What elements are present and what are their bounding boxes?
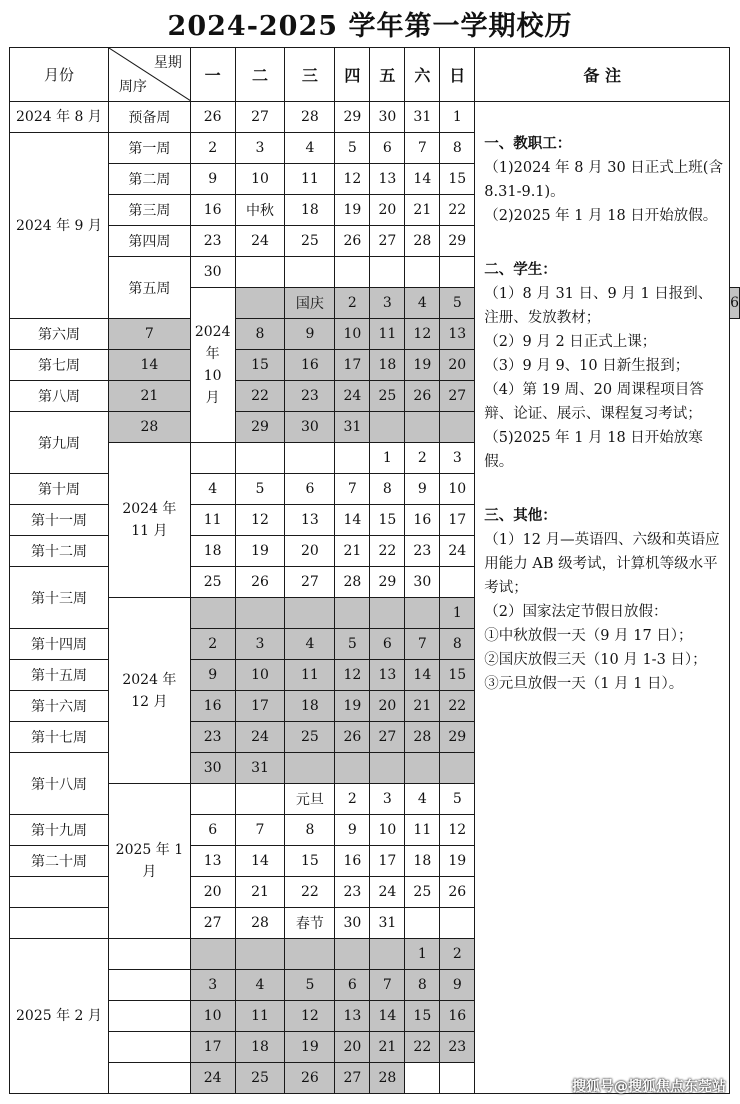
day-cell: 22 (405, 1032, 440, 1063)
day-cell: 7 (235, 815, 285, 846)
day-cell: 10 (370, 815, 405, 846)
notes-item: （1）8 月 31 日、9 月 1 日报到、注册、发放教材； (484, 286, 713, 326)
day-cell (370, 753, 405, 784)
day-cell: 20 (370, 691, 405, 722)
day-cell: 16 (440, 1001, 475, 1032)
day-cell: 12 (335, 660, 370, 691)
day-cell: 11 (370, 319, 405, 350)
day-cell: 4 (285, 629, 335, 660)
day-cell: 22 (440, 195, 475, 226)
week-cell: 第六周 (10, 319, 109, 350)
week-cell (10, 908, 109, 939)
week-cell: 第九周 (10, 412, 109, 474)
day-cell: 9 (335, 815, 370, 846)
day-cell: 29 (235, 412, 285, 443)
day-header: 一 (190, 48, 235, 102)
day-cell: 28 (285, 102, 335, 133)
day-cell: 15 (370, 505, 405, 536)
day-cell: 26 (405, 381, 440, 412)
day-cell: 5 (440, 288, 475, 319)
day-cell: 8 (370, 474, 405, 505)
day-cell: 28 (405, 226, 440, 257)
week-cell: 第十九周 (10, 815, 109, 846)
day-cell: 26 (335, 722, 370, 753)
day-cell: 28 (235, 908, 285, 939)
day-cell (440, 1063, 475, 1094)
day-cell: 国庆 (285, 288, 335, 319)
day-cell: 1 (440, 102, 475, 133)
day-cell: 23 (190, 722, 235, 753)
day-header: 五 (370, 48, 405, 102)
day-cell (405, 412, 440, 443)
week-cell: 第一周 (108, 133, 190, 164)
day-header: 三 (285, 48, 335, 102)
day-cell (405, 908, 440, 939)
day-cell: 9 (190, 660, 235, 691)
day-cell: 21 (405, 691, 440, 722)
notes-item: （2）9 月 2 日正式上课； (484, 334, 657, 350)
notes-cell (475, 102, 730, 1094)
day-cell (235, 288, 285, 319)
day-cell: 21 (235, 877, 285, 908)
day-cell (285, 443, 335, 474)
day-cell: 21 (405, 195, 440, 226)
day-cell: 11 (190, 505, 235, 536)
day-cell: 16 (285, 350, 335, 381)
day-header: 六 (405, 48, 440, 102)
day-cell: 12 (405, 319, 440, 350)
day-cell: 6 (370, 133, 405, 164)
day-cell: 1 (370, 443, 405, 474)
day-cell: 18 (285, 195, 335, 226)
day-cell: 春节 (285, 908, 335, 939)
day-cell: 22 (370, 536, 405, 567)
day-cell: 7 (405, 133, 440, 164)
day-cell: 4 (285, 133, 335, 164)
day-cell: 12 (235, 505, 285, 536)
day-cell: 3 (235, 133, 285, 164)
month-cell: 2025 年 1 月 (108, 784, 190, 939)
day-cell (335, 939, 370, 970)
week-cell: 第八周 (10, 381, 109, 412)
day-cell: 24 (440, 536, 475, 567)
day-cell: 26 (440, 877, 475, 908)
day-cell: 28 (405, 722, 440, 753)
day-cell (370, 939, 405, 970)
day-cell (190, 939, 235, 970)
day-cell: 2 (405, 443, 440, 474)
day-cell: 13 (440, 319, 475, 350)
day-cell: 13 (285, 505, 335, 536)
notes-item: ③元旦放假一天（1 月 1 日）。 (484, 676, 684, 692)
day-cell (440, 753, 475, 784)
day-cell: 30 (285, 412, 335, 443)
day-cell: 8 (285, 815, 335, 846)
day-cell: 14 (108, 350, 190, 381)
notes-column-header: 备 注 (475, 48, 730, 102)
day-cell (335, 257, 370, 288)
week-cell: 第四周 (108, 226, 190, 257)
day-cell: 24 (235, 226, 285, 257)
day-cell: 10 (235, 164, 285, 195)
day-cell (370, 257, 405, 288)
day-cell: 14 (335, 505, 370, 536)
week-cell: 第五周 (108, 257, 190, 319)
day-cell: 7 (370, 970, 405, 1001)
day-cell: 25 (370, 381, 405, 412)
day-cell: 27 (370, 722, 405, 753)
day-cell: 6 (285, 474, 335, 505)
day-cell: 9 (285, 319, 335, 350)
day-cell: 12 (285, 1001, 335, 1032)
day-cell: 6 (335, 970, 370, 1001)
day-cell: 4 (235, 970, 285, 1001)
day-cell: 2 (440, 939, 475, 970)
day-cell: 26 (190, 102, 235, 133)
day-cell: 14 (370, 1001, 405, 1032)
day-cell: 8 (235, 319, 285, 350)
month-cell: 2024 年 12 月 (108, 598, 190, 784)
day-cell: 27 (440, 381, 475, 412)
week-cell: 第十周 (10, 474, 109, 505)
day-cell (405, 257, 440, 288)
diagonal-header (108, 48, 190, 102)
watermark: 搜狐号@搜狐焦点东莞站 (572, 1079, 726, 1095)
day-cell: 3 (190, 970, 235, 1001)
day-cell: 25 (405, 877, 440, 908)
day-cell: 5 (285, 970, 335, 1001)
day-cell: 4 (190, 474, 235, 505)
day-header: 四 (335, 48, 370, 102)
day-cell: 5 (235, 474, 285, 505)
day-cell: 19 (285, 1032, 335, 1063)
day-cell: 24 (190, 1063, 235, 1094)
notes-item: （4）第 19 周、20 周课程项目答辩、论证、展示、课程复习考试； (484, 382, 704, 422)
day-cell (235, 443, 285, 474)
day-cell: 25 (285, 722, 335, 753)
day-cell: 7 (108, 319, 190, 350)
day-cell: 29 (440, 226, 475, 257)
day-cell: 31 (370, 908, 405, 939)
day-cell: 12 (440, 815, 475, 846)
day-cell (440, 908, 475, 939)
day-cell: 27 (335, 1063, 370, 1094)
calendar-row (10, 102, 740, 133)
day-cell: 13 (335, 1001, 370, 1032)
day-cell: 24 (335, 381, 370, 412)
day-cell (190, 443, 235, 474)
day-cell: 10 (190, 1001, 235, 1032)
notes-item: ②国庆放假三天（10 月 1-3 日）； (484, 652, 707, 668)
day-cell: 18 (405, 846, 440, 877)
day-cell: 23 (440, 1032, 475, 1063)
day-cell: 16 (190, 691, 235, 722)
day-cell: 19 (440, 846, 475, 877)
week-cell (108, 939, 190, 970)
month-cell: 2024 年 9 月 (10, 133, 109, 319)
day-cell: 17 (370, 846, 405, 877)
day-cell: 11 (405, 815, 440, 846)
day-cell (285, 257, 335, 288)
day-cell (190, 598, 235, 629)
day-cell: 11 (285, 164, 335, 195)
day-cell: 17 (235, 691, 285, 722)
week-cell (108, 1063, 190, 1094)
day-cell: 10 (335, 319, 370, 350)
week-cell: 第十一周 (10, 505, 109, 536)
day-cell (335, 753, 370, 784)
day-cell (190, 784, 235, 815)
day-cell: 27 (235, 102, 285, 133)
day-cell: 30 (335, 908, 370, 939)
day-header: 二 (235, 48, 285, 102)
week-cell: 第七周 (10, 350, 109, 381)
day-cell: 23 (190, 226, 235, 257)
day-cell: 30 (190, 257, 235, 288)
day-cell (440, 412, 475, 443)
day-cell: 21 (335, 536, 370, 567)
day-cell (335, 443, 370, 474)
day-cell: 28 (335, 567, 370, 598)
week-cell: 第二十周 (10, 846, 109, 877)
day-cell: 30 (370, 102, 405, 133)
day-cell: 15 (440, 164, 475, 195)
week-cell (108, 1001, 190, 1032)
day-cell (235, 939, 285, 970)
day-cell: 8 (440, 629, 475, 660)
week-cell: 第十七周 (10, 722, 109, 753)
day-cell: 14 (405, 660, 440, 691)
day-cell: 8 (405, 970, 440, 1001)
day-cell: 6 (370, 629, 405, 660)
day-cell: 25 (190, 567, 235, 598)
day-cell: 23 (405, 536, 440, 567)
day-cell: 31 (405, 102, 440, 133)
day-cell (405, 1063, 440, 1094)
day-cell: 9 (190, 164, 235, 195)
day-cell: 6 (730, 288, 740, 319)
day-cell: 16 (335, 846, 370, 877)
day-cell: 中秋 (235, 195, 285, 226)
week-cell: 第十五周 (10, 660, 109, 691)
day-cell: 20 (370, 195, 405, 226)
day-cell: 22 (235, 381, 285, 412)
day-cell: 29 (440, 722, 475, 753)
day-cell: 12 (335, 164, 370, 195)
day-cell: 19 (235, 536, 285, 567)
day-cell: 7 (405, 629, 440, 660)
day-cell: 26 (335, 226, 370, 257)
day-cell: 2 (190, 629, 235, 660)
day-cell (235, 257, 285, 288)
day-cell (440, 567, 475, 598)
day-cell: 3 (440, 443, 475, 474)
month-cell: 2025 年 2 月 (10, 939, 109, 1094)
day-cell: 17 (440, 505, 475, 536)
day-cell: 18 (235, 1032, 285, 1063)
day-cell: 18 (190, 536, 235, 567)
day-cell: 28 (108, 412, 190, 443)
day-cell: 17 (190, 1032, 235, 1063)
day-cell: 27 (190, 908, 235, 939)
day-cell: 19 (335, 691, 370, 722)
day-cell: 31 (335, 412, 370, 443)
week-cell: 第十六周 (10, 691, 109, 722)
day-cell: 22 (440, 691, 475, 722)
day-cell: 24 (370, 877, 405, 908)
day-cell: 21 (108, 381, 190, 412)
week-axis-label: 周序 (118, 79, 147, 95)
day-cell: 18 (285, 691, 335, 722)
notes-item: ①中秋放假一天（9 月 17 日）； (484, 628, 693, 644)
day-cell: 14 (235, 846, 285, 877)
notes-item: （1)2024 年 8 月 30 日正式上班(含 8.31-9.1)。 (484, 160, 723, 200)
day-cell: 5 (335, 629, 370, 660)
day-cell: 23 (335, 877, 370, 908)
day-cell: 11 (285, 660, 335, 691)
day-cell: 4 (405, 784, 440, 815)
notes-section-heading: 三、其他： (484, 507, 557, 524)
day-cell: 20 (190, 877, 235, 908)
day-cell: 26 (235, 567, 285, 598)
day-cell: 20 (285, 536, 335, 567)
day-cell: 2 (190, 133, 235, 164)
month-cell: 2024 年 11 月 (108, 443, 190, 598)
day-cell: 3 (370, 784, 405, 815)
day-cell (370, 412, 405, 443)
page-title: 2024-2025 学年第一学期校历 (167, 11, 573, 42)
day-cell (405, 598, 440, 629)
day-cell (235, 784, 285, 815)
day-cell: 3 (370, 288, 405, 319)
day-cell: 16 (405, 505, 440, 536)
notes-item: （3）9 月 9、10 日新生报到； (484, 358, 690, 374)
week-cell (108, 970, 190, 1001)
day-cell (285, 598, 335, 629)
day-cell: 10 (440, 474, 475, 505)
notes-section-heading: 二、学生： (484, 261, 557, 278)
day-cell (285, 753, 335, 784)
day-cell: 24 (235, 722, 285, 753)
day-cell (370, 598, 405, 629)
day-cell: 29 (370, 567, 405, 598)
day-cell: 17 (335, 350, 370, 381)
day-cell: 13 (370, 164, 405, 195)
day-cell: 9 (405, 474, 440, 505)
notes-item: （1）12 月—英语四、六级和英语应用能力 AB 级考试，计算机等级水平考试； (484, 532, 720, 596)
day-cell: 25 (285, 226, 335, 257)
day-cell: 29 (335, 102, 370, 133)
month-cell: 2024 年 8 月 (10, 102, 109, 133)
day-cell: 8 (440, 133, 475, 164)
day-cell: 30 (190, 753, 235, 784)
day-cell (335, 598, 370, 629)
day-cell: 31 (235, 753, 285, 784)
day-cell: 11 (235, 1001, 285, 1032)
week-cell: 第十三周 (10, 567, 109, 629)
day-cell: 19 (335, 195, 370, 226)
day-cell: 26 (285, 1063, 335, 1094)
month-cell: 2024 年 10 月 (190, 288, 235, 443)
notes-item: （2)2025 年 1 月 18 日开始放假。 (484, 208, 718, 224)
weekday-axis-label: 星期 (153, 55, 182, 71)
week-cell: 第三周 (108, 195, 190, 226)
day-cell: 19 (405, 350, 440, 381)
week-cell: 第十八周 (10, 753, 109, 815)
day-cell (285, 939, 335, 970)
notes-section (484, 258, 723, 474)
week-cell (10, 877, 109, 908)
day-cell: 16 (190, 195, 235, 226)
week-cell: 预备周 (108, 102, 190, 133)
day-cell (405, 753, 440, 784)
day-cell: 13 (370, 660, 405, 691)
day-cell: 元旦 (285, 784, 335, 815)
day-cell: 5 (440, 784, 475, 815)
day-cell: 1 (440, 598, 475, 629)
day-cell: 21 (370, 1032, 405, 1063)
day-cell: 28 (370, 1063, 405, 1094)
day-cell: 4 (405, 288, 440, 319)
calendar-table (9, 47, 740, 1094)
day-cell: 6 (190, 815, 235, 846)
day-cell: 2 (335, 784, 370, 815)
day-cell: 15 (285, 846, 335, 877)
day-cell: 15 (235, 350, 285, 381)
day-cell: 27 (285, 567, 335, 598)
day-cell (235, 598, 285, 629)
day-cell: 5 (335, 133, 370, 164)
day-cell: 23 (285, 381, 335, 412)
day-cell: 10 (235, 660, 285, 691)
day-cell: 22 (285, 877, 335, 908)
day-cell: 2 (335, 288, 370, 319)
day-cell: 9 (440, 970, 475, 1001)
month-column-header: 月份 (10, 48, 109, 102)
day-cell: 13 (190, 846, 235, 877)
notes-item: （5)2025 年 1 月 18 日开始放寒假。 (484, 430, 703, 470)
day-cell: 1 (405, 939, 440, 970)
week-cell: 第十二周 (10, 536, 109, 567)
day-cell: 18 (370, 350, 405, 381)
day-cell: 3 (235, 629, 285, 660)
day-cell: 27 (370, 226, 405, 257)
notes-section (484, 504, 723, 696)
week-cell: 第十四周 (10, 629, 109, 660)
day-cell (440, 257, 475, 288)
notes-section (484, 132, 723, 228)
notes-section-heading: 一、教职工： (484, 135, 572, 152)
day-header: 日 (440, 48, 475, 102)
week-cell: 第二周 (108, 164, 190, 195)
day-cell: 7 (335, 474, 370, 505)
notes-item: （2）国家法定节假日放假： (484, 604, 668, 620)
day-cell: 14 (405, 164, 440, 195)
day-cell: 20 (335, 1032, 370, 1063)
day-cell: 20 (440, 350, 475, 381)
week-cell (108, 1032, 190, 1063)
day-cell: 25 (235, 1063, 285, 1094)
day-cell: 30 (405, 567, 440, 598)
day-cell: 15 (440, 660, 475, 691)
day-cell: 15 (405, 1001, 440, 1032)
